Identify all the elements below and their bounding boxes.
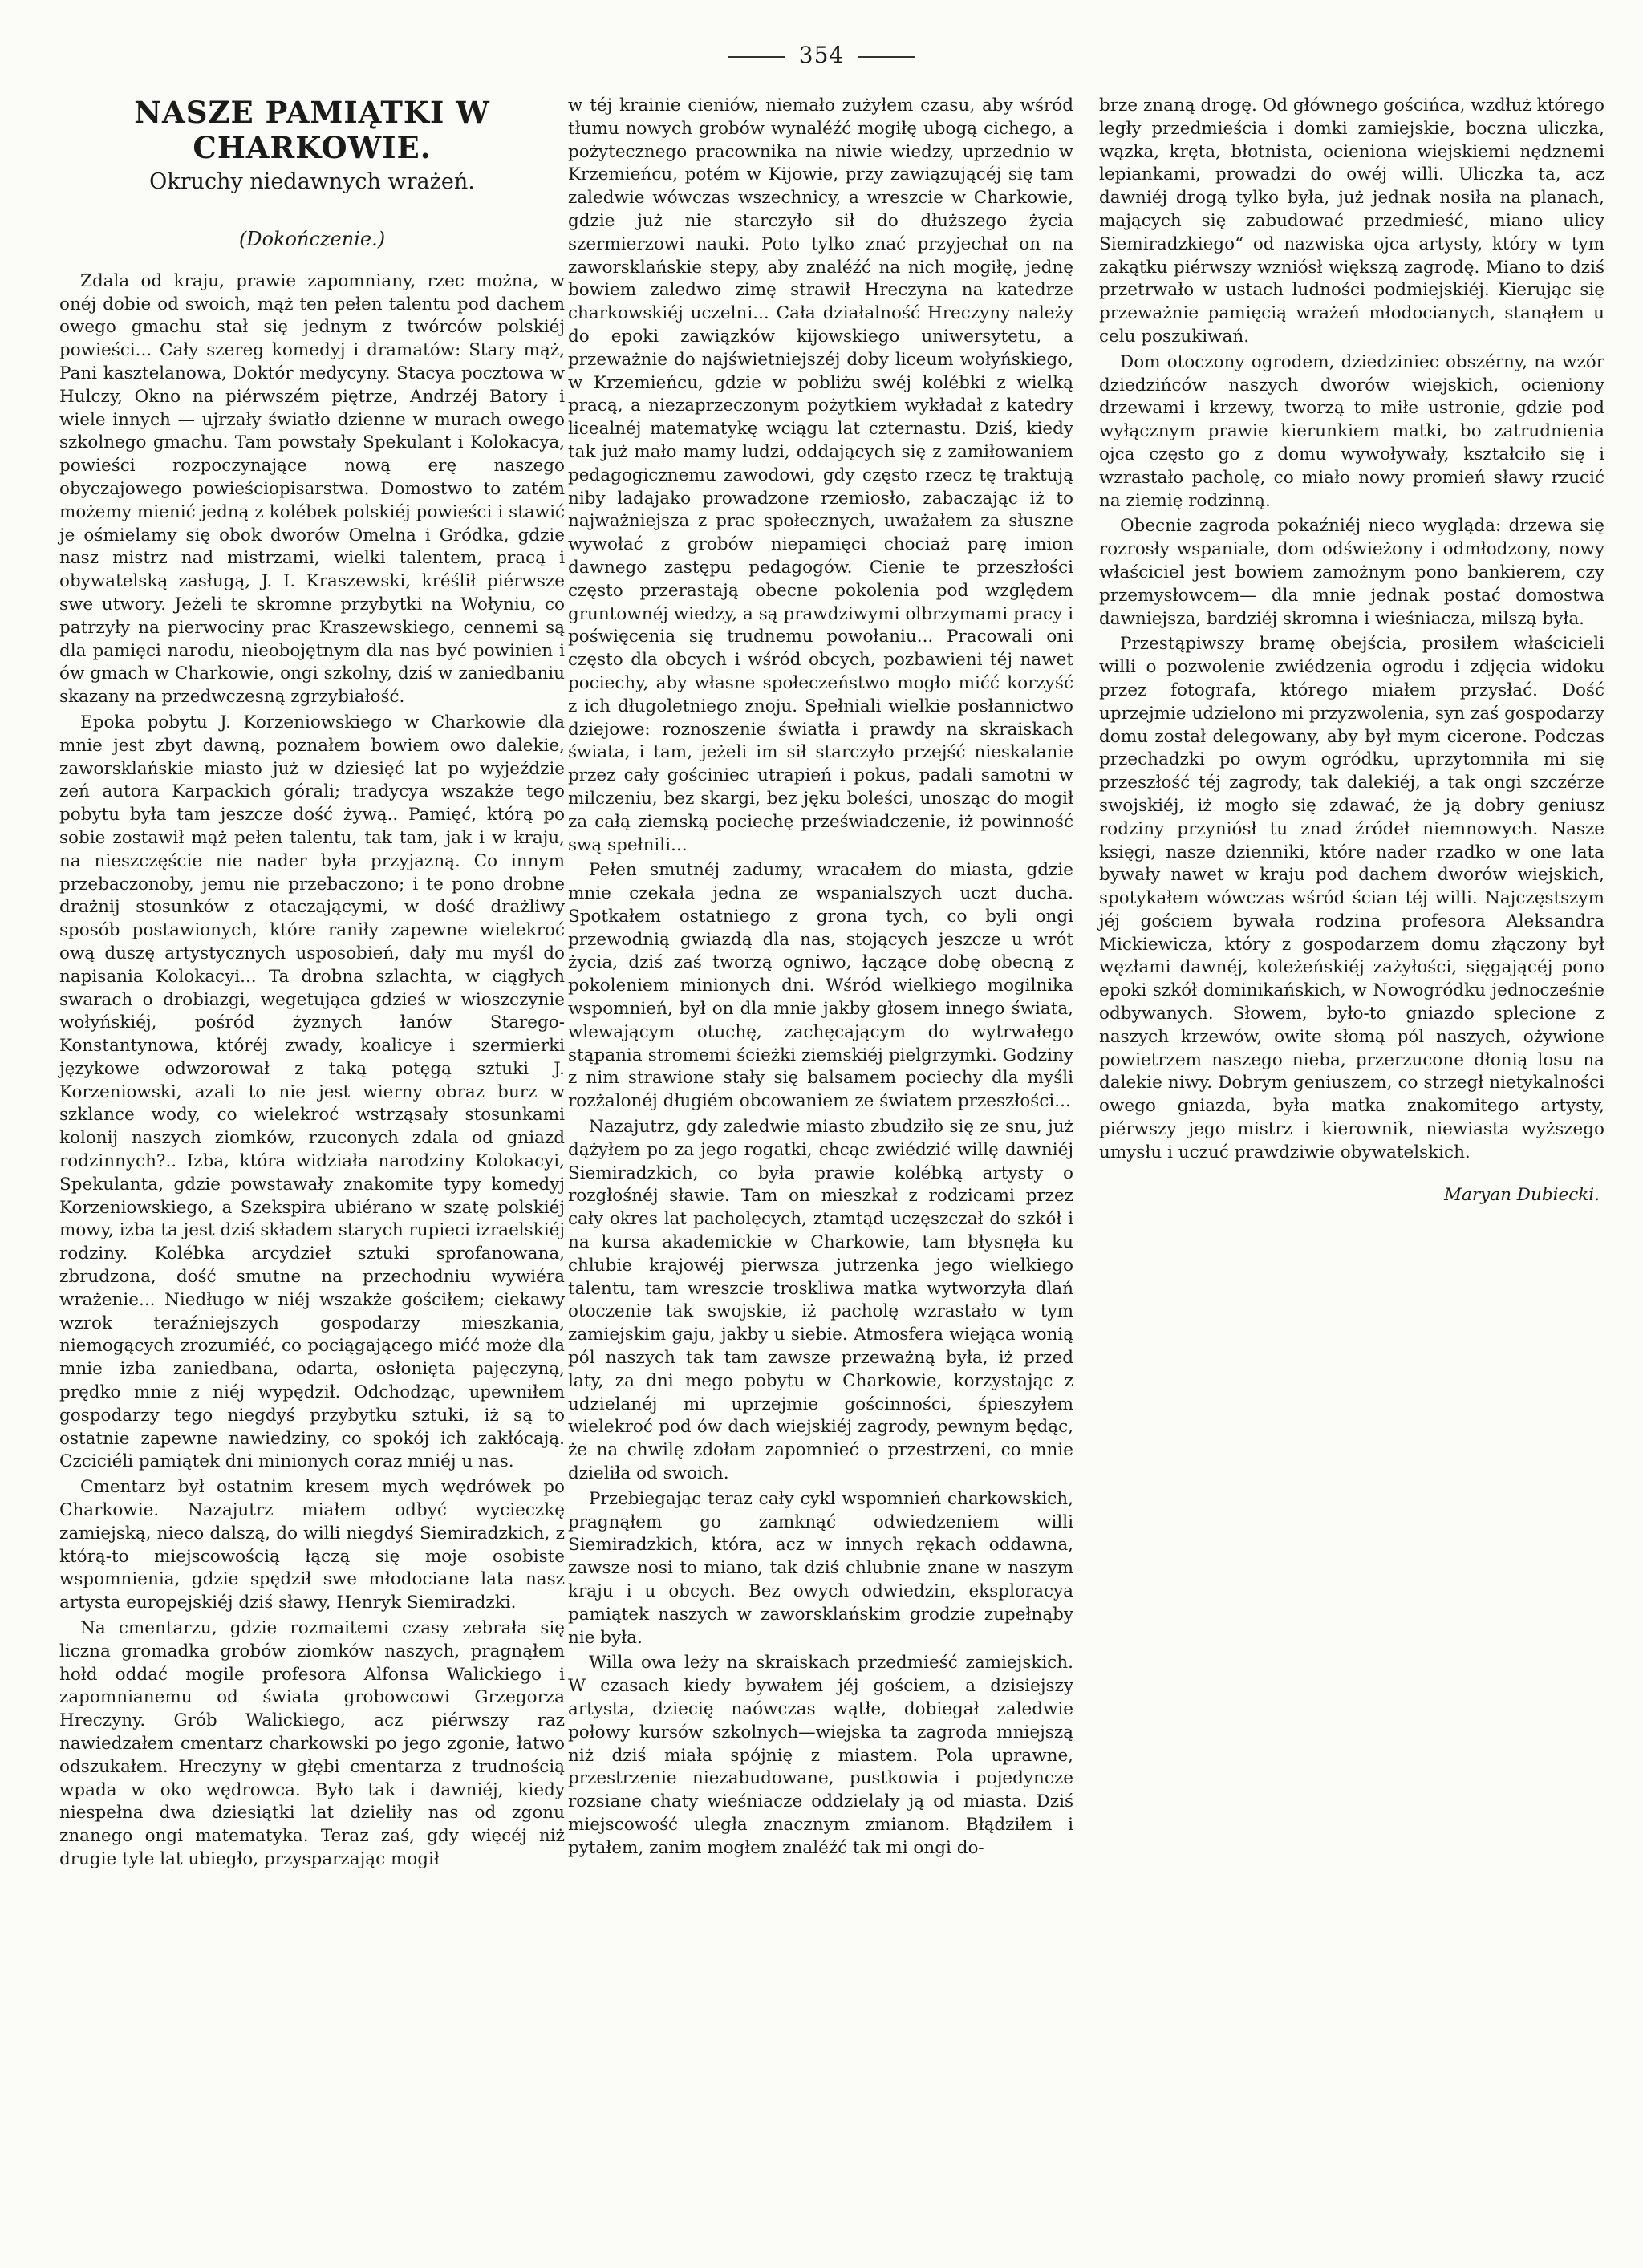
paragraph: Cmentarz był ostatnim kresem mych wędrówek po Charkowie. Nazajutrz miałem odbyć wycieczkę zamiejską, nieco dalszą, do willi niegdyś Siemiradzkich, z którą-to miejscowością łączą się moje osobiste wspomnienia, gdzie spędził swe młodociane lata nasz artysta europejskiéj dziś sławy, Henryk Siemiradzki. <box>59 1477 565 1613</box>
paragraph: Willa owa leży na skraiskach przedmieść zamiejskich. W czasach kiedy bywałem jéj gościem, a dzisiejszy artysta, dziecię naówczas wątłe, dobiegał zaledwie połowy kursów szkolnych—wiejska ta zagroda mniejszą niż dziś miała spójnię z miastem. Pola uprawne, przestrzenie niezabudowane, pustkowia i pojedyncze rozsiane chaty wieśniacze oddzielały ją od miasta. Dziś miejscowość uległa znacznym zmianom. Błądziłem i pytałem, zanim mogłem znaléźć tak mi ongi do- <box>568 1653 1073 1858</box>
paragraph: Zdala od kraju, prawie zapomniany, rzec można, w onéj dobie od swoich, mąż ten pełen talentu pod dachem owego gmachu stał się jednym z twórców polskiéj powieści... Cały szereg komedyj i dramatów: Stary mąż, Pani kasztelanowa, Doktór medycyny. Stacya pocztowa w Hulczy, Okno na piérwszém piętrze, Andrzéj Batory i wiele innych — ujrzały światło dzienne w murach owego szkolnego gmachu. Tam powstały Spekulant i Kolokacya, powieści rozpoczynające nową erę naszego obyczajowego powieściopisarstwa. Domostwo to zatém możemy mienić jedną z kolébek polskiéj powieści i stawić je ośmielamy się obok dworów Omelna i Gródka, gdzie nasz mistrz nad mistrzami, wielki talentem, pracą i obywatelską zasługą, J. I. Kraszewski, kréślił piérwsze swe utwory. Jeżeli te skromne przybytki na Wołyniu, co patrzyły na pierwociny prac Kraszewskiego, cennemi są dla pamięci narodu, nieobojętnym dla nas być powinien i ów gmach w Charkowie, ongi szkolny, dziś w zaniedbaniu skazany na przedwczesną zgrzybiałość. <box>59 270 565 708</box>
paragraph: Nazajutrz, gdy zaledwie miasto zbudziło się ze snu, już dążyłem po za jego rogatki, chcąc zwiédzić willę dawniéj Siemiradzkich, co była prawie kolébką artysty o rozgłośnéj sławie. Tam on mieszkał z rodzicami przez cały okres lat pacholęcych, ztamtąd uczęszczał do szkół i na kursa akademickie w Charkowie, tam błysnęła ku chlubie krajowéj pierwsza jutrzenka jego wielkiego talentu, tam wreszcie troskliwa matka wytworzyła dlań otoczenie tak swojskie, iż pacholę wzrastało w tym zamiejskim gaju, jakby u siebie. Atmosfera wiejąca wonią pól naszych tak tam zawsze przeważną była, iż przed laty, za dni mego pobytu w Charkowie, korzystając z udzielanéj mi uprzejmie gościnności, śpieszyłem wielekroć pod ów dach wiejskiéj zagrody, pewnym będąc, że na chwilę zdołam zapomnieć o przestrzeni, co mnie dzieliła od swoich. <box>568 1117 1073 1484</box>
paragraph: Obecnie zagroda pokaźniéj nieco wygląda: drzewa się rozrosły wspaniale, dom odświeżony i odmłodzony, nowy właściciel jest bowiem zamożnym pono bankierem, czy przemysłowcem— dla mnie jednak postać domostwa dawniejsza, bardziéj skromna i wieśniacza, milszą była. <box>1099 516 1604 629</box>
paragraph: Dom otoczony ogrodem, dziedziniec obszérny, na wzór dziedzińców naszych dworów wiejskich, ocieniony drzewami i krzewy, tworzą to miłe ustronie, gdzie pod wyłącznym prawie kierunkiem matki, bo zatrudnienia ojca często go z domu wywoływały, kształciło się i wzrastało pacholę, co miało nowy promień sławy rzucić na ziemię rodzinną. <box>1099 351 1604 511</box>
paragraph: Przestąpiwszy bramę obejścia, prosiłem właścicieli willi o pozwolenie zwiédzenia ogrodu i zdjęcia widoku przez fotografa, którego miałem przysłać. Dość uprzejmie udzielono mi przyzwolenia, syn zaś gospodarzy domu został delegowany, aby był mym cicerone. Podczas przechadzki po owym ogródku, uprzytomniła mi się przeszłość téj zagrody, tak dalekiéj, a tak ongi szczérze swojskiéj, iż mogło się zdawać, że ją dobry geniusz rodziny przyniósł tu znad źródeł niemnowych. Nasze księgi, nasze dzienniki, które nader rzadko w one lata bywały nawet w kraju pod dachem dworów wiejskich, spotykałem wówczas wśród ścian téj willi. Najczęstszym jéj gościem bywała rodzina profesora Aleksandra Mickiewicza, który z gospodarzem domu złączony był węzłami dawnéj, koleżeńskiéj zażyłości, sięgającéj pono epoki szkół dominikańskich, w Nowogródku jednocześnie odbywanych. Słowem, było-to gniazdo splecione z naszych krzewów, owite słomą pól naszych, ożywione powietrzem naszego nieba, przerzucone dłonią losu na dalekie niwy. Dobrym geniuszem, co strzegł nietykalności owego gniazda, była matka znakomitego artysty, piérwszy jego mistrz i kierownik, niewiasta wyższego umysłu i uczuć prawdziwie obywatelskich. <box>1099 634 1604 1162</box>
page-number-left-rule <box>728 56 785 58</box>
paragraph: Na cmentarzu, gdzie rozmaitemi czasy zebrała się liczna gromadka grobów ziomków naszych, pragnąłem hołd oddać mogile profesora Alfonsa Walickiego i zapomnianemu od świata grobowcowi Grzegorza Hreczyny. Grób Walickiego, acz piérwszy raz nawiedzałem cmentarz charkowski po jego zgonie, łatwo odszukałem. Hreczyny w głębi cmentarza z trudnością wpada w oko wędrowca. Było tak i dawniéj, kiedy niespełna dwa dziesiątki lat dzieliły nas od zgonu znanego ongi matematyka. Teraz zaś, gdy więcéj niż drugie tyle lat ubiegło, przysparzając mogił <box>59 1618 565 1869</box>
paragraph: Przebiegając teraz cały cykl wspomnień charkowskich, pragnąłem go zamknąć odwiedzeniem willi Siemiradzkich, która, acz w innych rękach oddawna, zawsze nosi to miano, tak dziś chlubnie znane w naszym kraju i u obcych. Bez owych odwiedzin, eksploracya pamiątek naszych w zaworsklańskim grodzie zupełnąby nie była. <box>568 1488 1073 1648</box>
paragraph: Epoka pobytu J. Korzeniowskiego w Charkowie dla mnie jest zbyt dawną, poznałem bowiem owo dalekie, zaworsklańskie miasto już w dziesięć lat po wyjeździe zeń autora Karpackich górali; tradycya wszakże tego pobytu była tam jeszcze dość żywą.. Pamięć, którą po sobie zostawił mąż pełen talentu, tak tam, jak i w kraju, na nieszczęście nie nader była przyjazną. Co innym przebaczonoby, jemu nie przebaczono; i te pono drobne drażnij stosunków z otaczającymi, w dość drażliwy sposób postawionych, które raniły zapewne wielekroć ową duszę artystycznych usposobień, dały mu myśl do napisania Kolokacyi... Ta drobna szlachta, w ciągłych swarach o drobiazgi, wegetująca gdzieś w wioszczynie wołyńskiéj, pośród żyznych łanów Starego-Konstantynowa, któréj zwady, koalicye i szermierki językowe odwzorował z taką potęgą sztuki J. Korzeniowski, azali to nie jest wierny obraz burz w szklance wody, co wielekroć wstrząsały stosunkami kolonij naszych ziomków, rzuconych zdala od gniazd rodzinnych?.. Izba, która widziała narodziny Kolokacyi, Spekulanta, gdzie powstawały znakomite typy komedyj Korzeniowskiego, a Szekspira ubiérano w szatę polskiéj mowy, izba ta jest dziś składem starych rupieci izraelskiéj rodziny. Kolébka arcydzieł sztuki sprofanowana, zbrudzona, dość smutne na przechodniu wywiéra wrażenie... Niedługo w niéj wszakże gościłem; ciekawy wzrok teraźniejszych gospodarzy mieszkania, niemogących zrozumiéć, co pociągającego mićć może dla mnie izba zaniedbana, odarta, osłonięta pajęczyną, prędko mnie z niéj wypędził. Odchodząc, upewniłem gospodarzy tego niegdyś przybytku sztuki, iż są to ostatnie zapewne nawiedziny, co spokój ich zakłócają. Czciciéli pamiątek dni minionych coraz mniéj u nas. <box>59 712 565 1472</box>
page-number-right-rule <box>858 56 915 58</box>
paragraph: Pełen smutnéj zadumy, wracałem do miasta, gdzie mnie czekała jedna ze wspanialszych uczt ducha. Spotkałem ostatniego z grona tych, co byli ongi przewodnią gwiazdą dla nas, stojących jeszcze u wrót życia, dziś zaś tworzą ogniwo, łączące dobę obecną z pokoleniem minionych dni. Wśród wielkiego mogilnika wspomnień, był on dla mnie jakby głosem innego świata, wlewającym otuchę, zachęcającym do wytrwałego stąpania stromemi ścieżki ziemskiéj pielgrzymki. Godziny z nim strawione stały się balsamem pociechy dla myśli rozżalonéj długiém obcowaniem ze światem przeszłości... <box>568 860 1073 1112</box>
paragraph-continued: brze znaną drogę. Od głównego gościńca, wzdłuż którego legły przedmieścia i domki zamiejskie, boczna uliczka, wązka, kręta, błotnista, ocieniona wiejskiemi nędznemi lepiankami, prowadzi do owéj willi. Uliczka ta, acz dawniéj drogą tylko była, już jednak nosiła na planach, mających się zabudować przedmieść, miano ulicy Siemiradzkiego“ od nazwiska ojca artysty, który w tym zakątku piérwszy wzniósł większą zagrodę. Miano to dziś przetrwało w ustach ludności podmiejskiéj. Kierując się przeważnie pamięcią wrażeń młodocianych, stanąłem u celu poszukiwań. <box>1099 95 1604 347</box>
page-number-text: 354 <box>798 42 845 68</box>
column-1 <box>59 95 565 1872</box>
article-title: NASZE PAMIĄTKI W CHARKOWIE. <box>134 95 490 165</box>
continuation-note: (Dokończenie.) <box>238 228 386 250</box>
paragraph-continued: w téj krainie cieniów, niemało zużyłem czasu, aby wśród tłumu nowych grobów wynaléźć mogiłę ubogą cichego, a pożytecznego pracownika na niwie wiedzy, uprzednio w Krzemieńcu, potém w Kijowie, przy zawiązującéj się tam zaledwie wówczas wszechnicy, a wreszcie w Charkowie, gdzie już nie starczyło sił do dłuższego życia szermierzowi nauki. Poto tylko znać przyjechał on na zaworsklańskie stepy, aby znaléźć na nich mogiłę, jednę bowiem zaledwo zimę strawił Hreczyna na katedrze charkowskiéj uczelni... Cała działalność Hreczyny należy do epoki zawiązków kijowskiego uniwersytetu, a przeważnie do najświetniejszéj doby liceum wołyńskiego, w Krzemieńcu, gdzie w pobliżu swéj kolébki z wielką pracą, a niezaprzeczonym pożytkiem wykładał z katedry licealnéj matematykę wciągu lat czternastu. Dziś, kiedy tak już mało mamy ludzi, oddających się z zamiłowaniem pedagogicznemu zawodowi, gdy często rzecz tę traktują niby ladajako prowadzone rzemiosło, zabaczając iż to najważniejsza z prac społecznych, uważałem za słuszne wywołać z grobów niepamięci chociaż parę imion dawnego zastępu pedagogów. Cienie te przeszłości często przerastają obecne pokolenia pod względem gruntownéj wiedzy, a są prawdziwymi olbrzymami pracy i poświęcenia się trudnemu powołaniu... Pracowali oni często dla obcych i wśród obcych, pozbawieni téj nawet pociechy, aby własne społeczeństwo mogło mićć korzyść z ich długoletniego znoju. Spełniali wielkie posłannictwo dziejowe: roznoszenie światła i prawdy na skraiskach świata, i tam, jeżeli im sił starczyło przejść nieskalanie przez cały gościniec utrapień i pokus, padali samotni w milczeniu, bez skargi, bez jęku boleści, unosząc do mogił za całą ziemską pociechę przeświadczenie, iż powinność swą spełnili... <box>568 95 1073 855</box>
article-subtitle: Okruchy niedawnych wrażeń. <box>149 169 475 194</box>
column-3 <box>1099 95 1604 1207</box>
page-number <box>0 42 1643 68</box>
author-signature: Maryan Dubiecki. <box>1444 1184 1600 1205</box>
column-2 <box>568 95 1073 1860</box>
